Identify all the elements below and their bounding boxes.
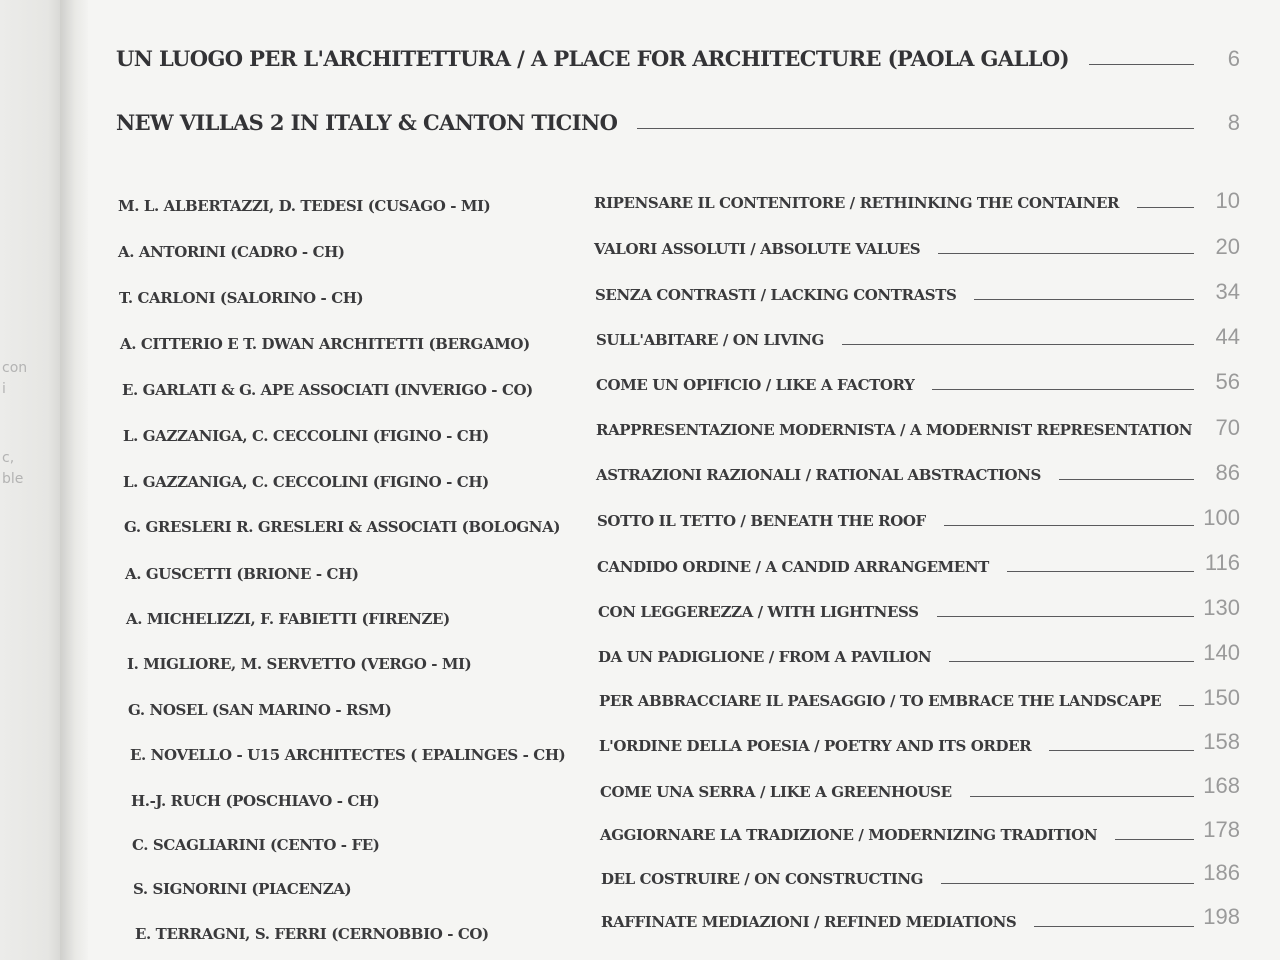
toc-entry-author: G. NOSEL (SAN MARINO - RSM) — [128, 701, 392, 719]
leader-line — [937, 615, 1194, 617]
toc-entry-title: RAPPRESENTAZIONE MODERNISTA / A MODERNIST REPRESENTATION — [596, 421, 1193, 439]
toc-entry — [596, 466, 1198, 484]
facing-page — [0, 0, 60, 960]
toc-entry — [599, 692, 1198, 710]
toc-entry-page: 44 — [1215, 324, 1240, 349]
toc-entry-page: 130 — [1203, 595, 1240, 620]
leader-line — [970, 795, 1194, 797]
toc-entry-title: PER ABBRACCIARE IL PAESAGGIO / TO EMBRACE THE LANDSCAPE — [599, 692, 1162, 710]
leader-line — [932, 388, 1194, 390]
toc-entry-title: L'ORDINE DELLA POESIA / POETRY AND ITS ORDER — [599, 737, 1032, 755]
leader-line — [941, 882, 1194, 884]
facing-page-fragment: ble — [2, 471, 24, 487]
toc-entry-page: 56 — [1215, 369, 1240, 394]
toc-entry-title: SOTTO IL TETTO / BENEATH THE ROOF — [597, 512, 926, 530]
leader-line — [974, 298, 1194, 300]
toc-entry-page: 10 — [1215, 188, 1240, 213]
toc-heading-title: UN LUOGO PER L'ARCHITETTURA / A PLACE FOR ARCHITECTURE (PAOLA GALLO) — [116, 46, 1069, 71]
toc-heading-page: 6 — [1227, 46, 1240, 71]
toc-heading-row — [116, 110, 1198, 135]
facing-page-fragment: i — [2, 381, 6, 397]
toc-entry-author: L. GAZZANIGA, C. CECCOLINI (FIGINO - CH) — [123, 427, 489, 445]
toc-entry-title: DEL COSTRUIRE / ON CONSTRUCTING — [601, 870, 924, 888]
toc-entry-author: G. GRESLERI R. GRESLERI & ASSOCIATI (BOLOGNA) — [124, 518, 561, 536]
toc-entry — [596, 331, 1198, 349]
toc-entry-author: I. MIGLIORE, M. SERVETTO (VERGO - MI) — [127, 655, 472, 673]
leader-line — [1049, 749, 1194, 751]
toc-entry-author: C. SCAGLIARINI (CENTO - FE) — [132, 836, 380, 854]
leader-line — [1179, 704, 1194, 706]
toc-entry-author: A. ANTORINI (CADRO - CH) — [118, 243, 345, 261]
toc-entry — [596, 376, 1198, 394]
leader-line — [1115, 838, 1194, 840]
toc-entry-title: SENZA CONTRASTI / LACKING CONTRASTS — [595, 286, 957, 304]
toc-entry-author: E. NOVELLO - U15 ARCHITECTES ( EPALINGES - CH) — [130, 746, 566, 764]
toc-entry-title: VALORI ASSOLUTI / ABSOLUTE VALUES — [594, 240, 921, 258]
toc-entry-page: 168 — [1203, 773, 1240, 798]
facing-page-fragment: c, — [2, 450, 15, 466]
toc-entry-page: 86 — [1215, 460, 1240, 485]
toc-entry-title: CANDIDO ORDINE / A CANDID ARRANGEMENT — [597, 558, 989, 576]
leader-line — [637, 127, 1194, 129]
toc-heading-row — [116, 46, 1198, 71]
toc-entry-title: CON LEGGEREZZA / WITH LIGHTNESS — [598, 603, 919, 621]
toc-entry-author: E. TERRAGNI, S. FERRI (CERNOBBIO - CO) — [135, 925, 489, 943]
toc-entry-title: RIPENSARE IL CONTENITORE / RETHINKING THE CONTAINER — [594, 194, 1120, 212]
toc-heading-title: NEW VILLAS 2 IN ITALY & CANTON TICINO — [116, 110, 618, 135]
leader-line — [949, 660, 1194, 662]
leader-line — [842, 343, 1194, 345]
facing-page-fragment: con — [2, 360, 28, 376]
toc-entry-page: 140 — [1203, 640, 1240, 665]
table-of-contents-page — [88, 0, 1280, 960]
toc-entry-page: 178 — [1203, 817, 1240, 842]
toc-heading-page: 8 — [1227, 110, 1240, 135]
toc-entry-page: 158 — [1203, 729, 1240, 754]
toc-entry-title: SULL'ABITARE / ON LIVING — [596, 331, 824, 349]
toc-entry-title: COME UNA SERRA / LIKE A GREENHOUSE — [600, 783, 952, 801]
toc-entry-page: 116 — [1204, 550, 1240, 575]
toc-entry-author: A. GUSCETTI (BRIONE - CH) — [125, 565, 359, 583]
toc-entry — [597, 512, 1198, 530]
toc-entry-page: 198 — [1203, 904, 1240, 929]
toc-entry-title: ASTRAZIONI RAZIONALI / RATIONAL ABSTRACTIONS — [596, 466, 1041, 484]
toc-entry-title: AGGIORNARE LA TRADIZIONE / MODERNIZING TRADITION — [600, 826, 1098, 844]
toc-entry-author: S. SIGNORINI (PIACENZA) — [133, 880, 352, 898]
leader-line — [1137, 206, 1194, 208]
leader-line — [1089, 63, 1194, 65]
toc-entry — [595, 286, 1198, 304]
toc-entry — [599, 737, 1198, 755]
toc-entry — [597, 558, 1198, 576]
leader-line — [938, 252, 1194, 254]
toc-entry-title: RAFFINATE MEDIAZIONI / REFINED MEDIATIONS — [601, 913, 1017, 931]
toc-entry-author: A. CITTERIO E T. DWAN ARCHITETTI (BERGAMO) — [120, 335, 530, 353]
leader-line — [1034, 925, 1194, 927]
toc-entry-page: 70 — [1215, 415, 1240, 440]
toc-entry-title: COME UN OPIFICIO / LIKE A FACTORY — [596, 376, 915, 394]
toc-entry — [598, 603, 1198, 621]
toc-entry-author: H.-J. RUCH (POSCHIAVO - CH) — [131, 792, 380, 810]
toc-entry — [598, 648, 1198, 666]
toc-entry-author: T. CARLONI (SALORINO - CH) — [119, 289, 364, 307]
toc-entry — [600, 783, 1198, 801]
toc-entry-author: A. MICHELIZZI, F. FABIETTI (FIRENZE) — [126, 610, 450, 628]
toc-entry — [601, 870, 1198, 888]
toc-entry — [601, 913, 1198, 931]
toc-entry — [596, 421, 1198, 439]
toc-entry — [594, 194, 1198, 212]
toc-entry — [600, 826, 1198, 844]
toc-entry-title: DA UN PADIGLIONE / FROM A PAVILION — [598, 648, 932, 666]
toc-entry-page: 20 — [1215, 234, 1240, 259]
leader-line — [944, 524, 1194, 526]
toc-entry-page: 150 — [1203, 685, 1240, 710]
leader-line — [1059, 478, 1194, 480]
toc-entry-author: M. L. ALBERTAZZI, D. TEDESI (CUSAGO - MI) — [118, 197, 491, 215]
toc-entry-page: 34 — [1215, 279, 1240, 304]
toc-entry — [594, 240, 1198, 258]
toc-entry-author: L. GAZZANIGA, C. CECCOLINI (FIGINO - CH) — [123, 473, 489, 491]
book-gutter — [60, 0, 88, 960]
toc-entry-page: 100 — [1203, 505, 1240, 530]
toc-entry-page: 186 — [1203, 860, 1240, 885]
leader-line — [1007, 570, 1194, 572]
toc-entry-author: E. GARLATI & G. APE ASSOCIATI (INVERIGO - CO) — [122, 381, 533, 399]
